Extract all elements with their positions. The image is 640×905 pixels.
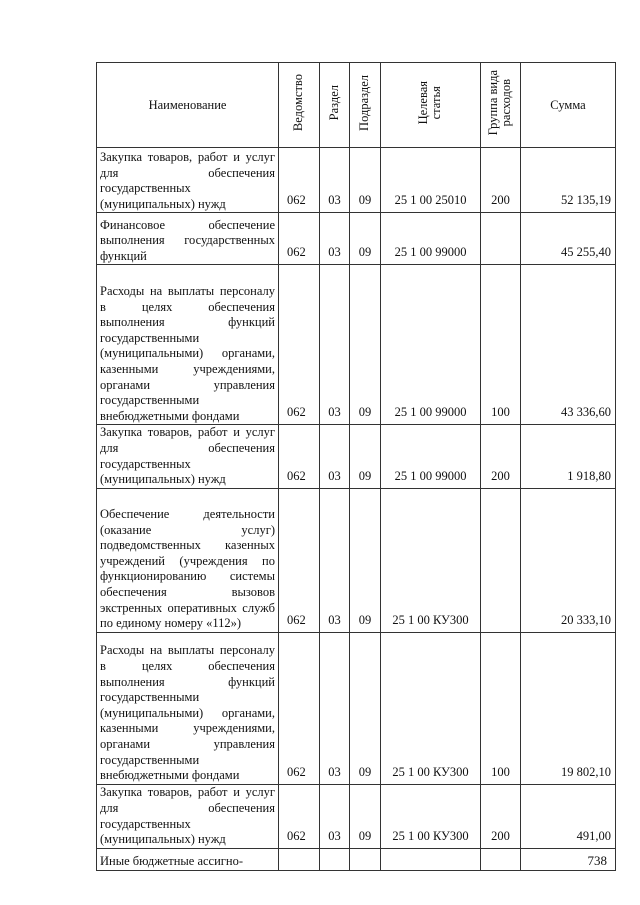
table-row [97, 784, 616, 848]
cell-section: 03 [320, 425, 350, 488]
cell-dept: 062 [279, 213, 320, 265]
cell-dept: 062 [279, 148, 320, 213]
header-group [481, 63, 521, 148]
cell-group [481, 848, 521, 870]
table-row [97, 148, 616, 213]
cell-name: Закупка товаров, работ и услуг для обеспечения государственных (муниципальных) нужд [97, 784, 279, 848]
cell-group: 200 [481, 784, 521, 848]
cell-target: 25 1 00 КУ300 [381, 488, 481, 632]
cell-dept: 062 [279, 265, 320, 425]
cell-target [381, 848, 481, 870]
cell-subsection: 09 [350, 488, 381, 632]
cell-sum: 45 255,40 [521, 213, 616, 265]
cell-group: 100 [481, 265, 521, 425]
header-group-label: Группа вида расходов [486, 70, 514, 136]
cell-dept [279, 848, 320, 870]
table-row [97, 425, 616, 488]
cell-subsection: 09 [350, 425, 381, 488]
header-section-label: Раздел [326, 85, 341, 121]
cell-name: Закупка товаров, работ и услуг для обеспечения государственных (муниципальных) нужд [97, 425, 279, 488]
cell-group [481, 488, 521, 632]
cell-name: Расходы на выплаты персоналу в целях обеспечения выполнения функций государственными (муниципальными) органами, казенными учреждениями, органами управления государственными внебюджетными фондами [97, 265, 279, 425]
table-row [97, 848, 616, 870]
page-number: 738 [587, 853, 607, 868]
header-subsection [350, 63, 381, 148]
header-subsection-label: Подраздел [357, 75, 372, 131]
cell-section [320, 848, 350, 870]
cell-section: 03 [320, 784, 350, 848]
table-row [97, 213, 616, 265]
header-name [97, 63, 279, 148]
cell-sum: 19 802,10 [521, 632, 616, 784]
cell-name: Обеспечение деятельности (оказание услуг) подведомственных казенных учреждений (учреждения по функционированию системы обеспечения вызовов экстренных оперативных служб по единому номеру «112») [97, 488, 279, 632]
cell-name: Расходы на выплаты персоналу в целях обеспечения выполнения функций государственными (муниципальными) органами, казенными учреждениями, органами управления государственными внебюджетными фондами [97, 632, 279, 784]
table-row [97, 265, 616, 425]
cell-sum: 43 336,60 [521, 265, 616, 425]
table-body [97, 148, 616, 871]
cell-subsection [350, 848, 381, 870]
cell-sum: 491,00 [521, 784, 616, 848]
cell-target: 25 1 00 99000 [381, 425, 481, 488]
cell-sum: 1 918,80 [521, 425, 616, 488]
header-name-label: Наименование [148, 97, 227, 112]
cell-name: Закупка товаров, работ и услуг для обеспечения государственных (муниципальных) нужд [97, 148, 279, 213]
cell-subsection: 09 [350, 265, 381, 425]
cell-target: 25 1 00 КУ300 [381, 784, 481, 848]
header-row [97, 63, 616, 148]
cell-section: 03 [320, 632, 350, 784]
cell-dept: 062 [279, 425, 320, 488]
cell-target: 25 1 00 99000 [381, 213, 481, 265]
cell-group: 200 [481, 425, 521, 488]
cell-subsection: 09 [350, 784, 381, 848]
header-sum-label: Сумма [550, 97, 586, 112]
cell-name: Иные бюджетные ассигно- [97, 848, 279, 870]
cell-group: 100 [481, 632, 521, 784]
cell-group [481, 213, 521, 265]
cell-subsection: 09 [350, 213, 381, 265]
cell-target: 25 1 00 25010 [381, 148, 481, 213]
budget-table [96, 62, 616, 871]
cell-section: 03 [320, 148, 350, 213]
cell-sum: 52 135,19 [521, 148, 616, 213]
header-target [381, 63, 481, 148]
table-row [97, 632, 616, 784]
cell-name: Финансовое обеспечение выполнения государственных функций [97, 213, 279, 265]
header-dept [279, 63, 320, 148]
cell-dept: 062 [279, 784, 320, 848]
cell-section: 03 [320, 488, 350, 632]
header-target-label: Целевая статья [416, 81, 444, 125]
cell-target: 25 1 00 99000 [381, 265, 481, 425]
header-dept-label: Ведомство [291, 74, 306, 132]
cell-dept: 062 [279, 488, 320, 632]
header-section [320, 63, 350, 148]
cell-dept: 062 [279, 632, 320, 784]
table-row [97, 488, 616, 632]
cell-subsection: 09 [350, 148, 381, 213]
cell-group: 200 [481, 148, 521, 213]
cell-section: 03 [320, 213, 350, 265]
cell-section: 03 [320, 265, 350, 425]
header-sum [521, 63, 616, 148]
cell-target: 25 1 00 КУ300 [381, 632, 481, 784]
cell-sum: 20 333,10 [521, 488, 616, 632]
cell-subsection: 09 [350, 632, 381, 784]
